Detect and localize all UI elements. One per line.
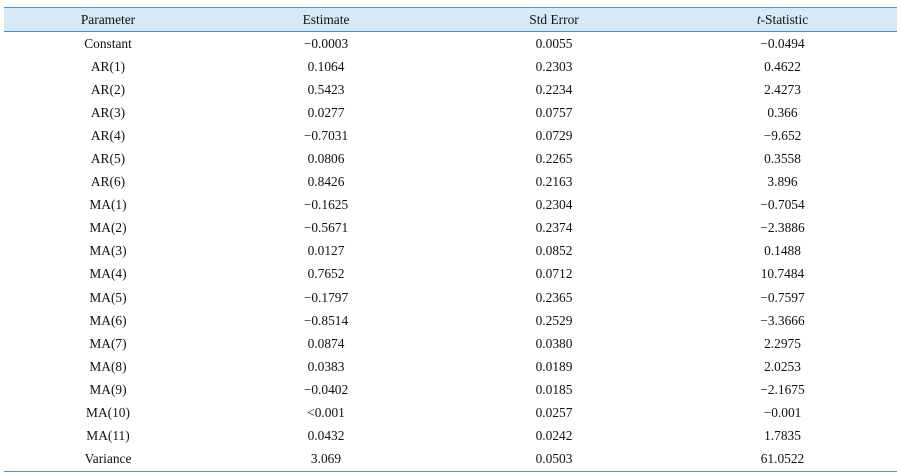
cell-estimate: −0.5671: [303, 220, 349, 236]
table-row: [4, 355, 897, 378]
cell-parameter: MA(5): [89, 289, 127, 305]
cell-t-statistic: 3.896: [767, 174, 798, 190]
cell-std-error: 0.2529: [535, 312, 573, 328]
cell-std-error: 0.0757: [535, 104, 573, 120]
header-estimate: Estimate: [212, 8, 440, 32]
cell-t-statistic: −0.7054: [760, 197, 805, 213]
table-row: [4, 147, 897, 170]
cell-parameter: MA(11): [86, 428, 130, 444]
table-row: [4, 425, 897, 448]
cell-std-error: 0.2265: [535, 151, 573, 167]
cell-t-statistic: 0.1488: [764, 243, 801, 259]
cell-parameter: AR(4): [90, 127, 126, 143]
cell-parameter: AR(2): [90, 81, 126, 97]
table-row: [4, 286, 897, 309]
table-row: [4, 124, 897, 147]
cell-t-statistic: 2.4273: [764, 81, 801, 97]
cell-estimate: −0.0402: [303, 381, 349, 397]
cell-std-error: 0.0257: [535, 405, 573, 421]
cell-t-statistic: 0.366: [767, 104, 798, 120]
cell-estimate: 3.069: [212, 448, 440, 472]
cell-t-statistic: −9.652: [763, 127, 802, 143]
cell-std-error: 0.0380: [535, 335, 573, 351]
cell-t-statistic: −0.0494: [760, 35, 805, 51]
cell-t-statistic: 61.0522: [668, 448, 897, 472]
cell-t-statistic: −2.3886: [760, 220, 805, 236]
table-body: [4, 32, 897, 472]
table-row: [4, 32, 897, 56]
cell-estimate: <0.001: [307, 405, 345, 421]
cell-std-error: 0.0242: [535, 428, 573, 444]
cell-std-error: 0.0189: [535, 358, 573, 374]
cell-parameter: MA(7): [89, 335, 127, 351]
cell-estimate: −0.7031: [303, 127, 349, 143]
cell-t-statistic: 0.4622: [764, 58, 801, 74]
table-row: [4, 217, 897, 240]
cell-estimate: −0.1625: [303, 197, 349, 213]
cell-std-error: 0.2163: [535, 174, 573, 190]
cell-std-error: 0.0712: [535, 266, 573, 282]
cell-estimate: 0.5423: [307, 81, 345, 97]
table-row: [4, 171, 897, 194]
cell-std-error: 0.2304: [535, 197, 573, 213]
cell-estimate: 0.0127: [307, 243, 345, 259]
cell-t-statistic: 2.0253: [764, 358, 801, 374]
table-row: [4, 55, 897, 78]
cell-t-statistic: 1.7835: [764, 428, 801, 444]
cell-std-error: 0.0852: [535, 243, 573, 259]
cell-parameter: MA(10): [86, 405, 130, 421]
cell-estimate: 0.0806: [307, 151, 345, 167]
table-row: [4, 378, 897, 401]
table-row: [4, 332, 897, 355]
cell-std-error: 0.2234: [535, 81, 573, 97]
parameter-estimates-table: [4, 7, 897, 472]
cell-estimate: 0.0432: [307, 428, 345, 444]
cell-t-statistic: 2.2975: [764, 335, 801, 351]
cell-estimate: 0.8426: [307, 174, 345, 190]
cell-parameter: AR(3): [90, 104, 126, 120]
cell-estimate: 0.7652: [307, 266, 345, 282]
cell-parameter: Variance: [4, 448, 212, 472]
header-std-error: Std Error: [440, 8, 668, 32]
cell-parameter: MA(6): [89, 312, 127, 328]
cell-parameter: MA(2): [89, 220, 127, 236]
cell-parameter: AR(6): [90, 174, 126, 190]
cell-std-error: 0.2365: [535, 289, 573, 305]
cell-estimate: −0.1797: [303, 289, 349, 305]
cell-std-error: 0.0055: [535, 35, 573, 51]
header-t-italic: t: [756, 11, 761, 27]
table-row: [4, 240, 897, 263]
cell-std-error: 0.2303: [535, 58, 573, 74]
cell-std-error: 0.0185: [535, 381, 573, 397]
table-row: [4, 263, 897, 286]
table-header: [4, 8, 897, 32]
table-row: [4, 448, 897, 472]
table-row: [4, 78, 897, 101]
cell-parameter: AR(5): [90, 151, 126, 167]
cell-parameter: MA(4): [89, 266, 127, 282]
cell-t-statistic: −0.7597: [760, 289, 805, 305]
cell-parameter: AR(1): [90, 58, 126, 74]
cell-t-statistic: −0.001: [763, 405, 802, 421]
cell-t-statistic: −3.3666: [760, 312, 805, 328]
table-row: [4, 309, 897, 332]
cell-parameter: MA(3): [89, 243, 127, 259]
cell-parameter: MA(9): [89, 381, 127, 397]
cell-t-statistic: 0.3558: [764, 151, 801, 167]
cell-std-error: 0.0729: [535, 127, 573, 143]
header-parameter: Parameter: [4, 8, 212, 32]
cell-estimate: 0.0277: [307, 104, 345, 120]
header-t-statistic: [668, 8, 897, 32]
cell-parameter: MA(1): [89, 197, 127, 213]
cell-std-error: 0.0503: [440, 448, 668, 472]
table-row: [4, 194, 897, 217]
cell-estimate: 0.0874: [307, 335, 345, 351]
cell-t-statistic: −2.1675: [760, 381, 805, 397]
table-row: [4, 101, 897, 124]
cell-std-error: 0.2374: [535, 220, 573, 236]
cell-estimate: −0.0003: [303, 35, 349, 51]
cell-parameter: MA(8): [89, 358, 127, 374]
cell-t-statistic: 10.7484: [760, 266, 805, 282]
cell-estimate: 0.1064: [307, 58, 345, 74]
cell-estimate: 0.0383: [307, 358, 345, 374]
header-row: [4, 8, 897, 32]
table-row: [4, 402, 897, 425]
cell-parameter: Constant: [84, 35, 132, 51]
parameter-table-container: [4, 7, 897, 472]
cell-estimate: −0.8514: [303, 312, 349, 328]
header-t-rest: -Statistic: [760, 11, 809, 27]
